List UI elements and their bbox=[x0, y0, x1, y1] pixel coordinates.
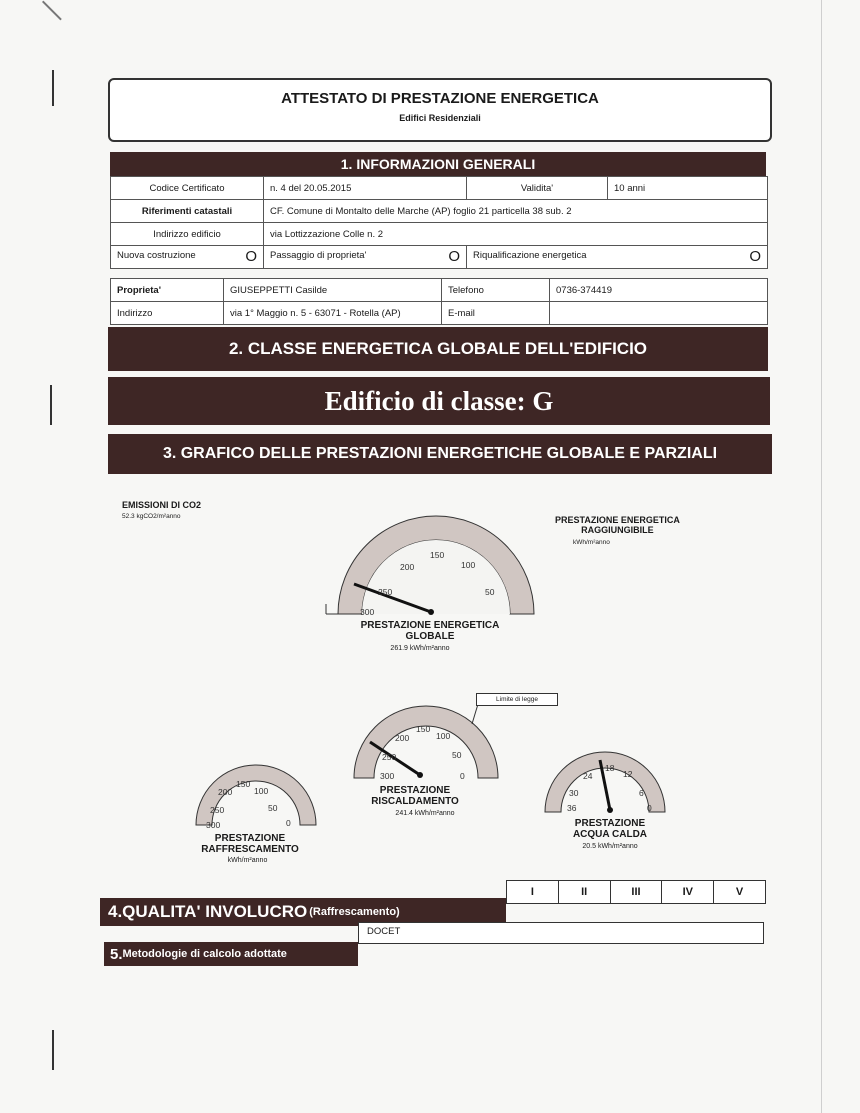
gauge-raffrescamento-line2: RAFFRESCAMENTO bbox=[201, 844, 299, 855]
metodologia-value: DOCET bbox=[367, 926, 401, 937]
globale-tick-250: 250 bbox=[378, 587, 393, 597]
riscaldamento-tick-150: 150 bbox=[416, 724, 431, 734]
metodologia-value-box bbox=[358, 922, 764, 944]
emissioni-label: EMISSIONI DI CO2 bbox=[122, 500, 202, 510]
telefono-label: Telefono bbox=[442, 279, 550, 302]
riscaldamento-tick-300: 300 bbox=[380, 771, 395, 781]
globale-tick-100: 100 bbox=[461, 560, 476, 570]
emissioni-value: 52.3 kgCO2/m²anno bbox=[122, 513, 181, 520]
raffrescamento-tick-100: 100 bbox=[254, 786, 269, 796]
gauge-globale-line1: PRESTAZIONE ENERGETICA bbox=[360, 620, 500, 631]
raggiungibile-unit: kWh/m²anno bbox=[573, 539, 610, 546]
limite-di-legge-box bbox=[476, 693, 558, 706]
gauge-globale-value: 261.9 kWh/m²anno bbox=[390, 645, 450, 652]
raffrescamento-tick-0: 0 bbox=[286, 818, 291, 828]
proprieta-value: GIUSEPPETTI Casilde bbox=[224, 279, 442, 302]
riscaldamento-tick-0: 0 bbox=[460, 771, 465, 781]
involucro-class-v[interactable]: V bbox=[713, 881, 765, 903]
codice-label: Codice Certificato bbox=[111, 177, 264, 200]
gauge-acqua-line2: ACQUA CALDA bbox=[572, 829, 648, 840]
validita-value: 10 anni bbox=[608, 177, 768, 200]
codice-value: n. 4 del 20.05.2015 bbox=[264, 177, 467, 200]
raffrescamento-tick-150: 150 bbox=[236, 779, 251, 789]
raggiungibile-line2: RAGGIUNGIBILE bbox=[581, 525, 654, 535]
gauge-riscaldamento-label bbox=[350, 785, 480, 807]
gauge-riscaldamento-line1: PRESTAZIONE bbox=[379, 785, 451, 796]
section5-subtitle: Metodologie di calcolo adottate bbox=[122, 948, 287, 960]
email-label: E-mail bbox=[442, 302, 550, 325]
involucro-class-i[interactable]: I bbox=[530, 886, 534, 898]
gauge-globale-line2: GLOBALE bbox=[405, 631, 455, 642]
section3-title: 3. GRAFICO DELLE PRESTAZIONI ENERGETICHE GLOBALE E PARZIALI bbox=[162, 445, 718, 462]
document-subtitle: Edifici Residenziali bbox=[399, 113, 481, 123]
acqua-tick-12: 12 bbox=[623, 769, 633, 779]
gauge-acqua-label bbox=[545, 818, 675, 840]
indirizzo-edificio-value: via Lottizzazione Colle n. 2 bbox=[264, 223, 768, 246]
acqua-tick-18: 18 bbox=[605, 763, 615, 773]
acqua-tick-0: 0 bbox=[647, 803, 652, 813]
acqua-tick-24: 24 bbox=[583, 771, 593, 781]
passaggio-label: Passaggio di proprieta' bbox=[270, 250, 367, 261]
section5-title: 5. bbox=[110, 945, 123, 963]
riferimenti-label: Riferimenti catastali bbox=[111, 200, 264, 223]
involucro-class-iii[interactable]: III bbox=[610, 881, 662, 903]
gauge-globale bbox=[326, 516, 534, 615]
limite-di-legge-label: Limite di legge bbox=[496, 696, 538, 703]
acqua-tick-6: 6 bbox=[639, 788, 644, 798]
gauge-raffrescamento-label bbox=[185, 833, 315, 855]
section5-header bbox=[104, 942, 358, 966]
validita-label: Validita' bbox=[467, 177, 608, 200]
acqua-tick-30: 30 bbox=[569, 788, 579, 798]
document-title: ATTESTATO DI PRESTAZIONE ENERGETICA bbox=[281, 90, 599, 107]
gauge-acqua-line1: PRESTAZIONE bbox=[574, 818, 646, 829]
indirizzo-owner-label: Indirizzo bbox=[111, 302, 224, 325]
gauge-raffrescamento-line1: PRESTAZIONE bbox=[214, 833, 286, 844]
acqua-tick-36: 36 bbox=[567, 803, 577, 813]
raffrescamento-tick-50: 50 bbox=[268, 803, 278, 813]
section1-title: 1. INFORMAZIONI GENERALI bbox=[340, 156, 536, 172]
globale-tick-150: 150 bbox=[430, 550, 445, 560]
globale-tick-200: 200 bbox=[400, 562, 415, 572]
section4-subtitle: (Raffrescamento) bbox=[309, 906, 400, 918]
gauge-raffrescamento-value: kWh/m²anno bbox=[227, 857, 268, 864]
raggiungibile-line1: PRESTAZIONE ENERGETICA bbox=[555, 515, 680, 525]
gauge-globale-label bbox=[340, 620, 520, 642]
riqualificazione-radio[interactable]: O bbox=[749, 248, 761, 265]
passaggio-radio[interactable]: O bbox=[448, 248, 460, 265]
involucro-class-ii[interactable]: II bbox=[558, 881, 610, 903]
gauge-riscaldamento-line2: RISCALDAMENTO bbox=[371, 796, 459, 807]
nuova-costruzione-radio[interactable]: O bbox=[245, 248, 257, 265]
riscaldamento-tick-50: 50 bbox=[452, 750, 462, 760]
indirizzo-edificio-label: Indirizzo edificio bbox=[111, 223, 264, 246]
classe-text: Edificio di classe: G bbox=[324, 385, 554, 416]
section4-title: 4.QUALITA' INVOLUCRO bbox=[108, 902, 308, 921]
riscaldamento-tick-250: 250 bbox=[382, 752, 397, 762]
involucro-class-selector bbox=[506, 880, 766, 904]
section2-title: 2. CLASSE ENERGETICA GLOBALE DELL'EDIFICIO bbox=[228, 339, 648, 358]
riscaldamento-tick-100: 100 bbox=[436, 731, 451, 741]
gauge-riscaldamento-value: 241.4 kWh/m²anno bbox=[395, 810, 455, 817]
involucro-class-iv[interactable]: IV bbox=[661, 881, 713, 903]
raffrescamento-tick-250: 250 bbox=[210, 805, 225, 815]
telefono-value: 0736-374419 bbox=[550, 279, 768, 302]
raffrescamento-tick-200: 200 bbox=[218, 787, 233, 797]
raffrescamento-tick-300: 300 bbox=[206, 820, 221, 830]
riferimenti-value: CF. Comune di Montalto delle Marche (AP) foglio 21 particella 38 sub. 2 bbox=[264, 200, 768, 223]
nuova-costruzione-label: Nuova costruzione bbox=[117, 250, 196, 261]
globale-tick-50: 50 bbox=[485, 587, 495, 597]
globale-tick-300: 300 bbox=[360, 607, 375, 617]
gauge-acqua-value: 20.5 kWh/m²anno bbox=[582, 843, 638, 850]
riqualificazione-label: Riqualificazione energetica bbox=[473, 250, 587, 261]
riscaldamento-tick-200: 200 bbox=[395, 733, 410, 743]
gauge-riscaldamento bbox=[354, 704, 498, 778]
proprieta-label: Proprieta' bbox=[111, 279, 224, 302]
indirizzo-owner-value: via 1° Maggio n. 5 - 63071 - Rotella (AP) bbox=[224, 302, 442, 325]
